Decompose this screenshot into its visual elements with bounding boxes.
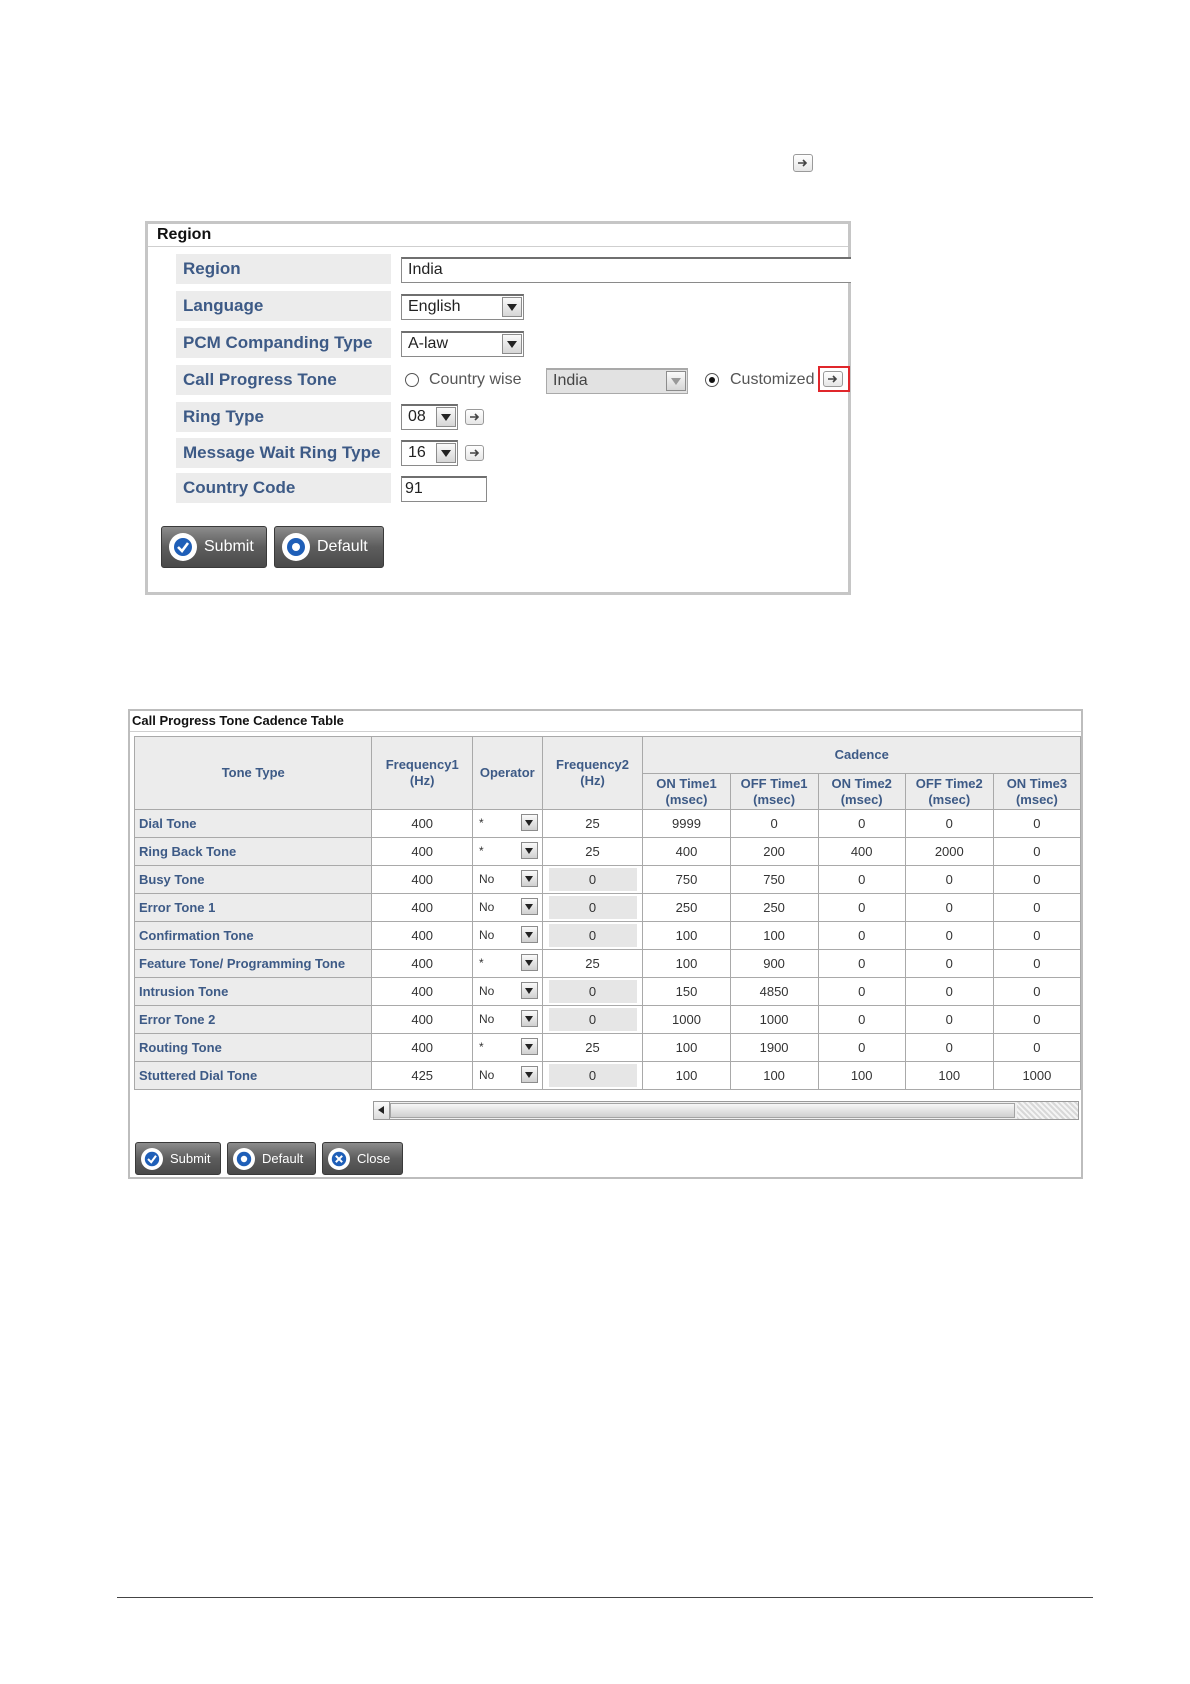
frequency1-cell[interactable]: 400 [372, 866, 472, 894]
country-wise-label: Country wise [429, 371, 522, 388]
operator-select[interactable] [472, 1034, 542, 1062]
scroll-track[interactable] [1017, 1102, 1078, 1119]
table-row [135, 894, 1081, 922]
on-time1-cell[interactable]: 100 [643, 1062, 730, 1090]
cadence-panel [128, 709, 1083, 1179]
dropdown-arrow-icon[interactable] [521, 1010, 538, 1027]
operator-value: No [478, 1068, 495, 1082]
off-time1-cell[interactable]: 750 [730, 866, 818, 894]
submit-label: Submit [204, 538, 254, 555]
on-time3-cell[interactable]: 1000 [993, 1062, 1080, 1090]
frequency1-cell[interactable]: 400 [372, 1006, 472, 1034]
dropdown-arrow-icon[interactable] [521, 1066, 538, 1083]
on-time1-cell[interactable]: 250 [643, 894, 730, 922]
on-time3-cell[interactable]: 0 [993, 950, 1080, 978]
operator-value: No [478, 928, 495, 942]
table-row [135, 922, 1081, 950]
frequency1-cell[interactable]: 400 [372, 922, 472, 950]
off-time1-cell[interactable]: 0 [730, 810, 818, 838]
on-time1-cell[interactable]: 750 [643, 866, 730, 894]
table-row [135, 950, 1081, 978]
dropdown-arrow-icon[interactable] [436, 443, 456, 463]
frequency2-cell[interactable]: 25 [542, 950, 643, 978]
cadence-table-body [135, 810, 1081, 1090]
off-time1-cell[interactable]: 4850 [730, 978, 818, 1006]
dropdown-arrow-icon[interactable] [436, 407, 456, 427]
table-row [135, 1062, 1081, 1090]
panel-title: Call Progress Tone Cadence Table [132, 713, 344, 728]
operator-select[interactable] [472, 978, 542, 1006]
table-submit-button[interactable] [135, 1142, 221, 1175]
on-time2-cell[interactable]: 100 [818, 1062, 905, 1090]
table-row [135, 1034, 1081, 1062]
tone-type-cell: Error Tone 2 [135, 1006, 372, 1034]
call-progress-label: Call Progress Tone [176, 365, 391, 395]
on-time3-cell[interactable]: 0 [993, 1034, 1080, 1062]
frequency1-cell[interactable]: 425 [372, 1062, 472, 1090]
operator-select[interactable] [472, 866, 542, 894]
frequency1-cell[interactable]: 400 [372, 894, 472, 922]
on-time1-cell[interactable]: 100 [643, 922, 730, 950]
operator-value: * [478, 956, 484, 970]
country-code-input[interactable]: 91 [401, 476, 487, 502]
off-time1-cell[interactable]: 250 [730, 894, 818, 922]
dropdown-arrow-icon[interactable] [521, 814, 538, 831]
frequency2-cell [542, 1062, 643, 1090]
operator-value: No [478, 984, 495, 998]
dropdown-arrow-icon[interactable] [521, 954, 538, 971]
dropdown-arrow-icon[interactable] [666, 371, 686, 391]
table-row [135, 810, 1081, 838]
on-time1-cell[interactable]: 1000 [643, 1006, 730, 1034]
header-operator: Operator [472, 737, 542, 810]
on-time2-cell[interactable]: 0 [818, 978, 905, 1006]
header-on-time2: ON Time2 (msec) [818, 774, 905, 810]
frequency2-value: 0 [549, 896, 637, 919]
operator-value: No [478, 900, 495, 914]
dropdown-arrow-icon[interactable] [521, 926, 538, 943]
msg-wait-value: 16 [408, 444, 426, 461]
dropdown-arrow-icon[interactable] [521, 1038, 538, 1055]
tone-type-cell: Busy Tone [135, 866, 372, 894]
dropdown-arrow-icon[interactable] [502, 297, 522, 317]
region-label: Region [176, 254, 391, 284]
frequency2-cell [542, 866, 643, 894]
dropdown-arrow-icon[interactable] [521, 982, 538, 999]
scroll-thumb[interactable] [390, 1103, 1015, 1118]
off-time2-cell[interactable]: 0 [905, 894, 993, 922]
off-time1-cell[interactable]: 1900 [730, 1034, 818, 1062]
on-time2-cell[interactable]: 0 [818, 1034, 905, 1062]
frequency2-cell [542, 922, 643, 950]
frequency1-cell[interactable]: 400 [372, 950, 472, 978]
region-panel [145, 221, 851, 595]
off-time2-cell[interactable]: 100 [905, 1062, 993, 1090]
header-off-time1: OFF Time1 (msec) [730, 774, 818, 810]
customized-radio[interactable] [705, 373, 719, 387]
country-value: India [553, 372, 588, 389]
operator-select[interactable] [472, 1006, 542, 1034]
tone-type-cell: Intrusion Tone [135, 978, 372, 1006]
tone-type-cell: Stuttered Dial Tone [135, 1062, 372, 1090]
checkmark-icon [141, 1148, 163, 1170]
dropdown-arrow-icon[interactable] [521, 870, 538, 887]
off-time2-cell[interactable]: 2000 [905, 838, 993, 866]
msg-wait-select[interactable] [401, 440, 458, 466]
operator-value: No [478, 1012, 495, 1026]
on-time1-cell[interactable]: 100 [643, 950, 730, 978]
operator-value: No [478, 872, 495, 886]
default-button[interactable] [274, 526, 384, 568]
operator-select[interactable] [472, 922, 542, 950]
off-time1-cell[interactable]: 200 [730, 838, 818, 866]
off-time2-cell[interactable]: 0 [905, 1006, 993, 1034]
frequency2-cell [542, 1006, 643, 1034]
frequency2-cell [542, 978, 643, 1006]
title-divider [130, 731, 1081, 732]
operator-value: * [478, 1040, 484, 1054]
on-time2-cell[interactable]: 0 [818, 894, 905, 922]
off-time2-cell[interactable]: 0 [905, 978, 993, 1006]
operator-select[interactable] [472, 894, 542, 922]
tone-type-cell: Dial Tone [135, 810, 372, 838]
on-time3-cell[interactable]: 0 [993, 1006, 1080, 1034]
header-off-time2: OFF Time2 (msec) [905, 774, 993, 810]
on-time2-cell[interactable]: 0 [818, 1006, 905, 1034]
frequency2-cell[interactable]: 25 [542, 810, 643, 838]
off-time2-cell[interactable]: 0 [905, 950, 993, 978]
region-input[interactable]: India [401, 257, 851, 283]
off-time2-cell[interactable]: 0 [905, 866, 993, 894]
on-time1-cell[interactable]: 400 [643, 838, 730, 866]
on-time3-cell[interactable]: 0 [993, 838, 1080, 866]
table-default-button[interactable] [227, 1142, 316, 1175]
on-time1-cell[interactable]: 150 [643, 978, 730, 1006]
language-value: English [408, 298, 461, 315]
checkmark-icon [169, 533, 197, 561]
table-row [135, 978, 1081, 1006]
frequency1-cell[interactable]: 400 [372, 810, 472, 838]
on-time3-cell[interactable]: 0 [993, 894, 1080, 922]
off-time2-cell[interactable]: 0 [905, 810, 993, 838]
close-label: Close [357, 1151, 391, 1166]
frequency2-value: 0 [549, 868, 637, 891]
off-time1-cell[interactable]: 100 [730, 922, 818, 950]
title-divider [148, 246, 848, 247]
on-time2-cell[interactable]: 0 [818, 866, 905, 894]
country-code-label: Country Code [176, 473, 391, 503]
country-wise-radio[interactable] [405, 373, 419, 387]
ring-type-value: 08 [408, 408, 426, 425]
operator-select[interactable] [472, 1062, 542, 1090]
submit-button[interactable] [161, 526, 267, 568]
header-on-time1: ON Time1 (msec) [643, 774, 730, 810]
footer-divider [117, 1597, 1093, 1598]
off-time1-cell[interactable]: 1000 [730, 1006, 818, 1034]
table-row [135, 838, 1081, 866]
language-select[interactable] [401, 294, 524, 320]
operator-value: * [478, 844, 484, 858]
scroll-left-icon[interactable] [374, 1102, 390, 1119]
on-time2-cell[interactable]: 400 [818, 838, 905, 866]
dropdown-arrow-icon[interactable] [521, 898, 538, 915]
submit-label: Submit [170, 1151, 211, 1166]
frequency2-value: 0 [549, 924, 637, 947]
table-close-button[interactable] [322, 1142, 403, 1175]
country-select[interactable] [546, 368, 688, 394]
tone-type-cell: Ring Back Tone [135, 838, 372, 866]
header-frequency2: Frequency2 (Hz) [542, 737, 643, 810]
on-time2-cell[interactable]: 0 [818, 950, 905, 978]
off-time2-cell[interactable]: 0 [905, 1034, 993, 1062]
msg-wait-arrow-icon[interactable] [465, 445, 484, 461]
customized-label: Customized [730, 371, 815, 388]
tone-type-cell: Confirmation Tone [135, 922, 372, 950]
ring-type-arrow-icon[interactable] [465, 409, 484, 425]
operator-select[interactable] [472, 838, 542, 866]
on-time1-cell[interactable]: 9999 [643, 810, 730, 838]
operator-select[interactable] [472, 950, 542, 978]
frequency2-value: 0 [549, 1064, 637, 1087]
header-cadence: Cadence [643, 737, 1081, 774]
off-time2-cell[interactable]: 0 [905, 922, 993, 950]
ring-type-select[interactable] [401, 404, 458, 430]
default-label: Default [317, 538, 368, 555]
default-icon [282, 533, 310, 561]
off-time1-cell[interactable]: 900 [730, 950, 818, 978]
dropdown-arrow-icon[interactable] [502, 334, 522, 354]
tone-type-cell: Error Tone 1 [135, 894, 372, 922]
off-time1-cell[interactable]: 100 [730, 1062, 818, 1090]
language-label: Language [176, 291, 391, 321]
on-time1-cell[interactable]: 100 [643, 1034, 730, 1062]
frequency2-value: 0 [549, 1008, 637, 1031]
frequency2-cell[interactable]: 25 [542, 1034, 643, 1062]
tone-type-cell: Feature Tone/ Programming Tone [135, 950, 372, 978]
frequency1-cell[interactable]: 400 [372, 1034, 472, 1062]
on-time3-cell[interactable]: 0 [993, 866, 1080, 894]
on-time3-cell[interactable]: 0 [993, 978, 1080, 1006]
header-tone-type: Tone Type [135, 737, 372, 810]
default-label: Default [262, 1151, 304, 1166]
table-row [135, 1006, 1081, 1034]
header-on-time3: ON Time3 (msec) [993, 774, 1080, 810]
default-icon [233, 1148, 255, 1170]
pcm-label: PCM Companding Type [176, 328, 391, 358]
pcm-value: A-law [408, 335, 449, 352]
frequency2-cell[interactable]: 25 [542, 838, 643, 866]
cadence-table [134, 736, 1081, 1090]
header-frequency1: Frequency1 (Hz) [372, 737, 472, 810]
navigate-arrow-icon[interactable] [793, 154, 813, 172]
tone-type-cell: Routing Tone [135, 1034, 372, 1062]
pcm-select[interactable] [401, 331, 524, 357]
on-time3-cell[interactable]: 0 [993, 922, 1080, 950]
operator-value: * [478, 816, 484, 830]
horizontal-scrollbar[interactable] [373, 1101, 1079, 1120]
close-icon [328, 1148, 350, 1170]
ring-type-label: Ring Type [176, 402, 391, 432]
frequency1-cell[interactable]: 400 [372, 838, 472, 866]
table-row [135, 866, 1081, 894]
operator-select[interactable] [472, 810, 542, 838]
frequency2-value: 0 [549, 980, 637, 1003]
panel-title: Region [157, 226, 212, 243]
frequency1-cell[interactable]: 400 [372, 978, 472, 1006]
dropdown-arrow-icon[interactable] [521, 842, 538, 859]
customize-arrow-icon[interactable] [823, 371, 843, 387]
msg-wait-label: Message Wait Ring Type [176, 438, 391, 468]
on-time3-cell[interactable]: 0 [993, 810, 1080, 838]
on-time2-cell[interactable]: 0 [818, 810, 905, 838]
on-time2-cell[interactable]: 0 [818, 922, 905, 950]
frequency2-cell [542, 894, 643, 922]
